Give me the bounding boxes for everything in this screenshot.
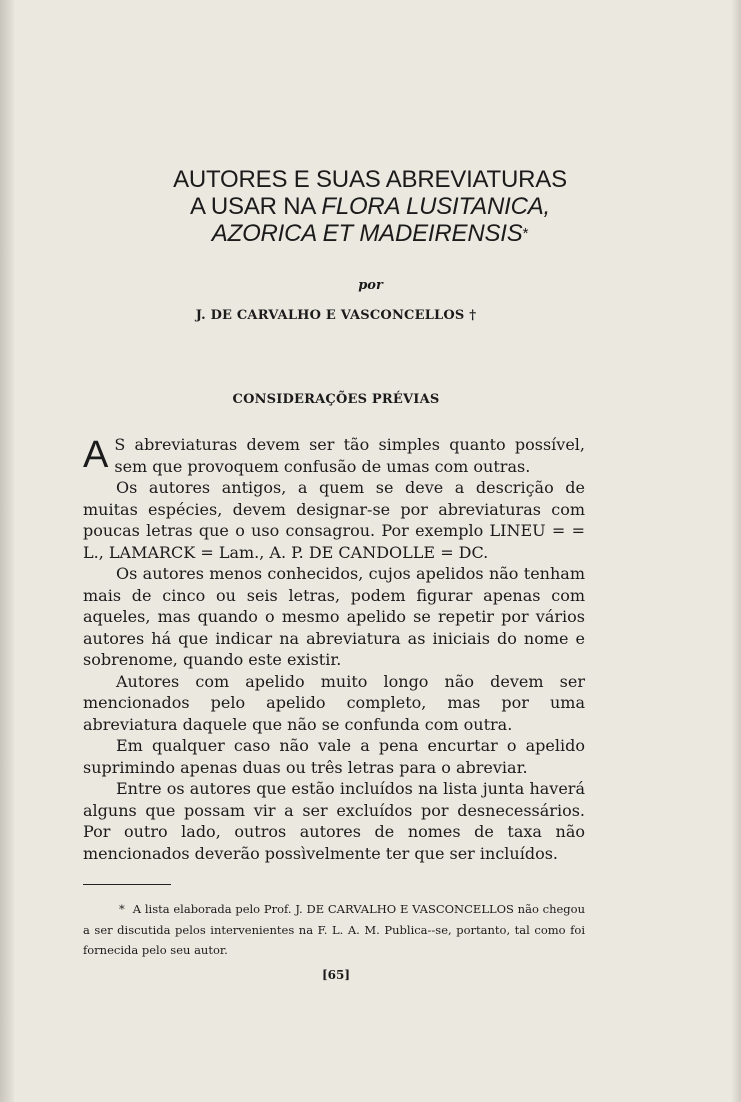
paragraph-1: [83, 434, 585, 477]
title-line-1: AUTORES E SUAS ABREVIATURAS: [173, 166, 567, 193]
page-number: [65]: [321, 968, 351, 982]
title-line-3-italic: AZORICA ET MADEIRENSIS: [211, 220, 523, 247]
footnote: [83, 899, 585, 961]
title-line-2-prefix: A USAR NA: [189, 193, 322, 220]
paragraph-5: Em qualquer caso não vale a pena encurtar o apelido suprimindo apenas duas ou três letras para o abreviar.: [83, 736, 585, 777]
paragraph-6: Entre os autores que estão incluídos na lista junta haverá alguns que possam vir a ser excluídos por desnecessários. Por outro lado, outros autores de nomes de taxa não mencionados deverão possìvelmente ter que ser incluídos.: [83, 779, 585, 863]
page-edge-right: [731, 0, 741, 1102]
paragraph-3: Os autores menos conhecidos, cujos apelidos não tenham mais de cinco ou seis letras, podem figurar apenas com aqueles, mas quando o mesmo apelido se repetir por vários autores há que indicar na abreviatura as iniciais do nome e sobrenome, quando este existir.: [83, 564, 585, 669]
footnote-divider: [83, 884, 171, 885]
title-footnote-mark: *: [522, 225, 529, 242]
paragraph-4: Autores com apelido muito longo não devem ser mencionados pelo apelido completo, mas por uma abreviatura daquele que não se confunda com outra.: [83, 671, 585, 734]
body-text: [83, 434, 585, 864]
article-title: [110, 166, 630, 247]
byline-author: J. DE CARVALHO E VASCONCELLOS †: [195, 308, 477, 323]
footnote-mark: *: [119, 902, 125, 916]
paragraph-1-text: S abreviaturas devem ser tão simples quanto possível, sem que provoquem confusão de umas com outras.: [114, 435, 585, 476]
title-line-2-italic: FLORA LUSITANICA,: [321, 193, 551, 220]
byline-por: por: [358, 278, 383, 293]
title-line-2: [110, 193, 630, 220]
page-edge-left: [0, 0, 14, 1102]
paragraph-2: Os autores antigos, a quem se deve a descrição de muitas espécies, devem designar-se por abreviaturas com poucas letras que o uso consagrou. Por exemplo LINEU = = L., LAMARCK = Lam., A. P. DE CANDOLLE = DC.: [83, 478, 585, 562]
drop-cap: A: [83, 434, 109, 476]
section-heading: CONSIDERAÇÕES PRÉVIAS: [232, 392, 440, 407]
footnote-text: A lista elaborada pelo Prof. J. DE CARVALHO E VASCONCELLOS não chegou a ser discutida pelos intervenientes na F. L. A. M. Publica--se, portanto, tal como foi fornecida pelo seu autor.: [83, 902, 585, 957]
title-line-3: [110, 220, 630, 247]
